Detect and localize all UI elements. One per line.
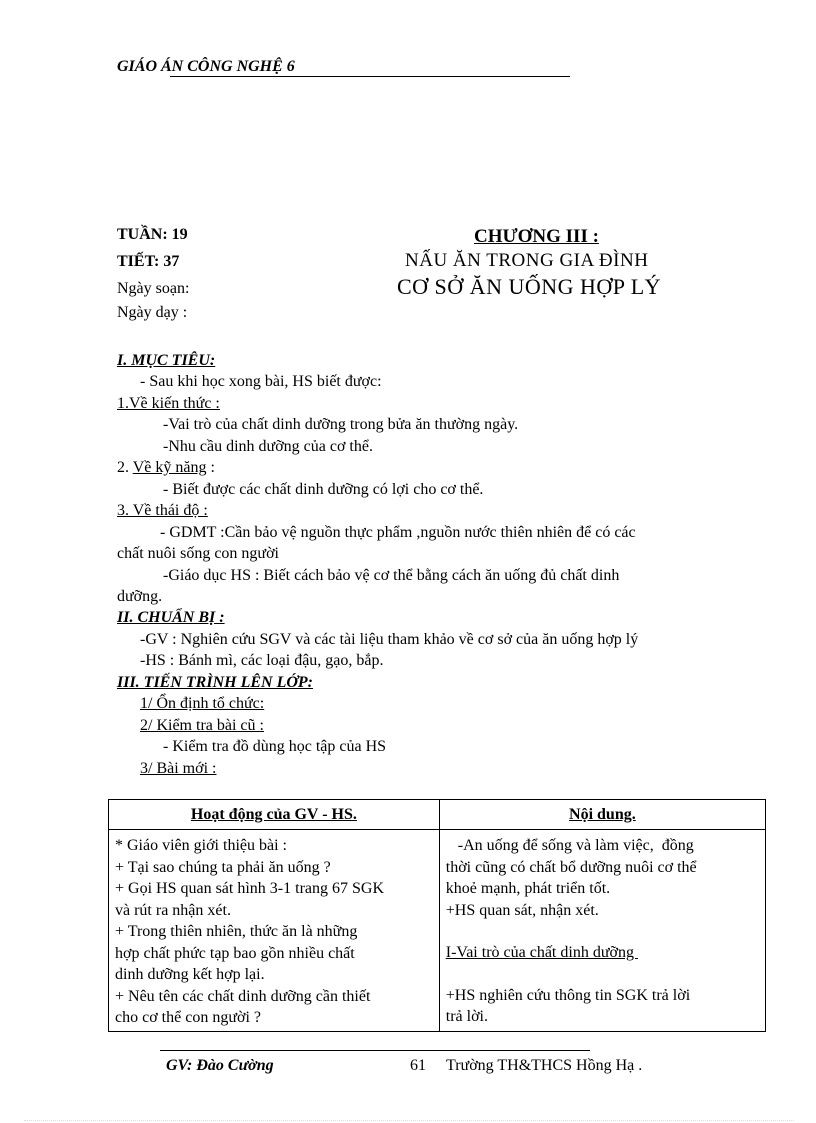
footer-school: Trường TH&THCS Hồng Hạ . (446, 1057, 643, 1074)
page-edge (24, 1120, 794, 1121)
lesson-number-label: TIẾT: 37 (117, 253, 180, 270)
attitude-item-2a: -Giáo dục HS : Biết cách bảo vệ cơ thể bằng cách ăn uống đủ chất dinh (163, 567, 620, 584)
skills-item-1: - Biết được các chất dinh dưỡng có lợi cho cơ thể. (163, 481, 484, 498)
lesson-title: CƠ SỞ ĂN UỐNG HỢP LÝ (397, 274, 662, 299)
knowledge-heading: 1.Về kiến thức : (117, 395, 220, 412)
process-heading: III. TIẾN TRÌNH LÊN LỚP: (117, 674, 314, 691)
content-spacer (446, 921, 759, 942)
activity-table (108, 799, 766, 1032)
content-subheading: I-Vai trò của chất dinh dưỡng (445, 944, 638, 961)
activity-line: + Nêu tên các chất dinh dưỡng cần thiết (115, 987, 371, 1005)
footer-teacher: GV: Đào Cường (166, 1057, 274, 1074)
activity-line: + Tại sao chúng ta phải ăn uống ? (115, 858, 331, 876)
table-row (109, 830, 766, 1032)
skills-heading: Về kỹ năng (132, 459, 207, 476)
activity-line: + Gọi HS quan sát hình 3-1 trang 67 SGK (115, 880, 385, 897)
content-line: -An uống để sống và làm việc, đồng (445, 837, 694, 854)
step-2: 2/ Kiểm tra bài cũ : (140, 717, 264, 734)
activity-line: dinh dưỡng kết hợp lại. (115, 966, 265, 983)
activities-cell (109, 830, 440, 1032)
activity-line: và rút ra nhận xét. (115, 901, 231, 919)
preparation-teacher: -GV : Nghiên cứu SGV và các tài liệu tham khảo về cơ sở của ăn uống hợp lý (140, 631, 639, 648)
content-line: +HS nghiên cứu thông tin SGK trả lời (445, 986, 691, 1004)
teach-date-label: Ngày dạy : (117, 304, 188, 321)
table-header-row (109, 800, 766, 830)
content-line: +HS quan sát, nhận xét. (445, 901, 599, 919)
header-underline (170, 76, 570, 77)
step-2-detail: - Kiểm tra đồ dùng học tập của HS (163, 738, 387, 755)
content-line: trả lời. (445, 1008, 488, 1025)
objectives-heading: I. MỤC TIÊU: (117, 352, 216, 369)
unit-title: NẤU ĂN TRONG GIA ĐÌNH (405, 250, 649, 271)
skills-number: 2. (117, 459, 129, 476)
page-number: 61 (410, 1057, 426, 1074)
table-header-activities-label: Hoạt động của GV - HS. (190, 805, 357, 823)
preparation-heading: II. CHUẨN BỊ : (117, 609, 225, 626)
attitude-heading: 3. Về thái độ : (117, 502, 208, 519)
skills-heading-line (117, 459, 215, 477)
activity-line: + Trong thiên nhiên, thức ăn là những (115, 923, 358, 940)
objectives-intro: - Sau khi học xong bài, HS biết được: (140, 373, 382, 390)
activity-line: hợp chất phức tạp bao gồn nhiều chất (115, 944, 355, 962)
activity-line: * Giáo viên giới thiệu bài : (115, 837, 287, 854)
content-cell (439, 830, 765, 1032)
step-1: 1/ Ổn định tổ chức: (140, 695, 265, 712)
preparation-student: -HS : Bánh mì, các loại đậu, gạo, bắp. (140, 652, 384, 669)
table-header-content-label: Nội dung. (569, 805, 636, 823)
skills-colon: : (206, 459, 215, 476)
table-header-content (439, 800, 765, 830)
attitude-item-1a: - GDMT :Cần bảo vệ nguồn thực phẩm ,nguồn nước thiên nhiên để có các (160, 524, 636, 541)
table-header-activities (109, 800, 440, 830)
content-spacer (446, 964, 759, 985)
content-line: thời cũng có chất bổ dưỡng nuôi cơ thể (445, 858, 697, 876)
chapter-title: CHƯƠNG III : (474, 226, 599, 247)
attitude-item-2b: dưỡng. (117, 588, 163, 605)
step-3: 3/ Bài mới : (140, 760, 217, 777)
footer-rule (160, 1050, 590, 1051)
prep-date-label: Ngày soạn: (117, 280, 190, 297)
week-label: TUẦN: 19 (117, 226, 188, 243)
content-line: khoẻ mạnh, phát triển tốt. (445, 880, 611, 897)
knowledge-item-2: -Nhu cầu dinh dưỡng của cơ thể. (163, 438, 373, 455)
knowledge-item-1: -Vai trò của chất dinh dưỡng trong bửa ăn thường ngày. (163, 416, 519, 433)
activity-line: cho cơ thể con người ? (115, 1009, 261, 1026)
document-header: GIÁO ÁN CÔNG NGHỆ 6 (117, 58, 295, 75)
attitude-item-1b: chất nuôi sống con người (117, 545, 279, 562)
